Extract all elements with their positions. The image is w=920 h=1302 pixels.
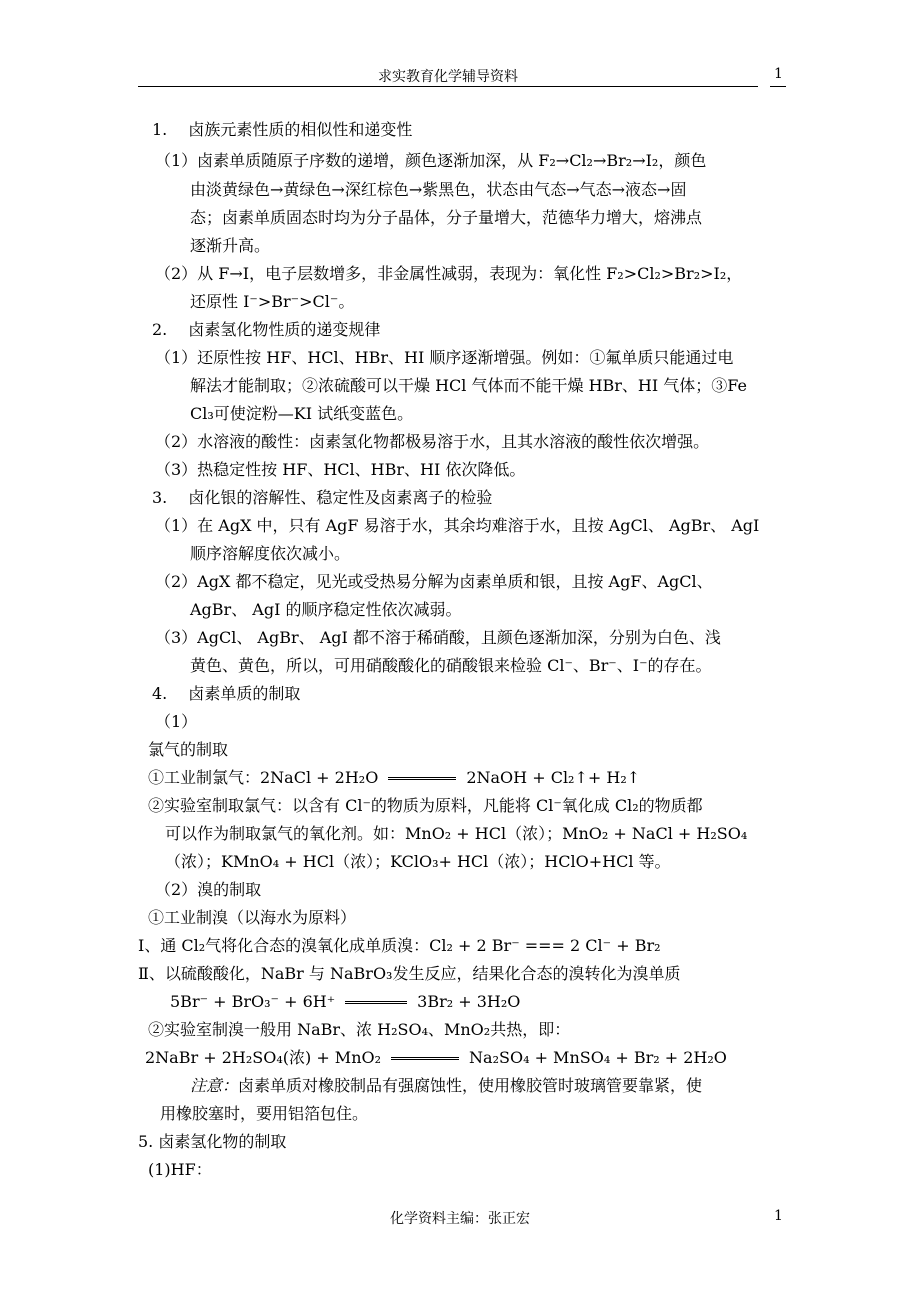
header-rule bbox=[138, 86, 758, 87]
section-heading-3: 3. 卤化银的溶解性、稳定性及卤素离子的检验 bbox=[152, 488, 493, 507]
paragraph-line: 可以作为制取氯气的氧化剂。如：MnO₂ + HCl（浓）；MnO₂ + NaCl + H₂SO₄ bbox=[165, 824, 748, 843]
paragraph-line: Ⅱ、以硫酸酸化，NaBr 与 NaBrO₃发生反应，结果化合态的溴转化为溴单质 bbox=[138, 964, 681, 983]
equation-right: 2NaOH + Cl₂↑+ H₂↑ bbox=[466, 768, 641, 787]
page-footer-editor: 化学资料主编：张正宏 bbox=[390, 1211, 530, 1227]
paragraph-line: ②实验室制取氯气：以含有 Cl⁻的物质为原料，凡能将 Cl⁻氧化成 Cl₂的物质都 bbox=[148, 796, 703, 815]
paragraph-line: 态；卤素单质固态时均为分子晶体，分子量增大，范德华力增大，熔沸点 bbox=[190, 208, 703, 227]
paragraph-line: 用橡胶塞时，要用铝箔包住。 bbox=[160, 1104, 369, 1123]
note-line bbox=[190, 1076, 702, 1096]
section-heading-1: 1. 卤族元素性质的相似性和递变性 bbox=[152, 120, 413, 139]
paragraph-line: Ⅰ、通 Cl₂气将化合态的溴氧化成单质溴：Cl₂ + 2 Br⁻ === 2 Cl⁻ + Br₂ bbox=[138, 936, 661, 955]
reaction-equals-sign bbox=[388, 777, 456, 780]
equation-line bbox=[145, 1048, 727, 1068]
section-heading-2: 2. 卤素氢化物性质的递变规律 bbox=[152, 320, 381, 339]
header-page-number: 1 bbox=[774, 66, 783, 82]
equation-line bbox=[148, 768, 640, 788]
paragraph-line: 黄色、黄色，所以，可用硝酸酸化的硝酸银来检验 Cl⁻、Br⁻、I⁻的存在。 bbox=[190, 656, 712, 675]
equation-line bbox=[170, 992, 520, 1012]
equation-right: Na₂SO₄ + MnSO₄ + Br₂ + 2H₂O bbox=[469, 1048, 727, 1067]
paragraph-line: AgBr、 AgI 的顺序稳定性依次减弱。 bbox=[190, 600, 462, 619]
paragraph-line: （1）还原性按 HF、HCl、HBr、HI 顺序逐渐增强。例如：①氟单质只能通过电 bbox=[155, 348, 734, 367]
paragraph-line: （2）AgX 都不稳定，见光或受热易分解为卤素单质和银，且按 AgF、AgCl、 bbox=[155, 572, 713, 591]
equation-right: 3Br₂ + 3H₂O bbox=[417, 992, 521, 1011]
equation-left: 2NaBr + 2H₂SO₄(浓) + MnO₂ bbox=[145, 1048, 382, 1067]
header-page-number-rule bbox=[770, 86, 786, 87]
paragraph-line: ①工业制溴（以海水为原料） bbox=[148, 908, 357, 927]
paragraph-line: 顺序溶解度依次减小。 bbox=[190, 544, 351, 563]
note-text: 卤素单质对橡胶制品有强腐蚀性，使用橡胶管时玻璃管要靠紧，使 bbox=[238, 1076, 703, 1095]
subsection-label: (1)HF： bbox=[148, 1160, 212, 1179]
paragraph-line: Cl₃可使淀粉—KI 试纸变蓝色。 bbox=[190, 404, 414, 423]
equation-left: 5Br⁻ + BrO₃⁻ + 6H⁺ bbox=[170, 992, 336, 1011]
paragraph-line: 逐渐升高。 bbox=[190, 236, 271, 255]
section-heading-4: 4. 卤素单质的制取 bbox=[152, 684, 301, 703]
section-heading-5: 5. 卤素氢化物的制取 bbox=[138, 1132, 287, 1151]
subsection-title: （2）溴的制取 bbox=[155, 880, 262, 899]
paragraph-line: ②实验室制溴一般用 NaBr、浓 H₂SO₄、MnO₂共热，即： bbox=[148, 1020, 571, 1039]
paragraph-line: （1）卤素单质随原子序数的递增，颜色逐渐加深，从 F₂→Cl₂→Br₂→I₂，颜色 bbox=[155, 151, 707, 170]
paragraph-line: （浓）；KMnO₄ + HCl（浓）；KClO₃+ HCl（浓）；HClO+HCl 等。 bbox=[165, 852, 671, 871]
reaction-equals-sign bbox=[391, 1057, 459, 1060]
subsection-label: （1） bbox=[155, 712, 198, 731]
paragraph-line: （3）AgCl、 AgBr、 AgI 都不溶于稀硝酸，且颜色逐渐加深，分别为白色、浅 bbox=[155, 628, 721, 647]
paragraph-line: （2）从 F→I，电子层数增多，非金属性减弱，表现为：氧化性 F₂>Cl₂>Br₂>I₂， bbox=[155, 264, 743, 283]
reaction-equals-sign bbox=[345, 1001, 407, 1004]
paragraph-line: （1）在 AgX 中，只有 AgF 易溶于水，其余均难溶于水，且按 AgCl、 AgBr、 AgI bbox=[155, 516, 760, 535]
note-label: 注意： bbox=[190, 1076, 239, 1095]
paragraph-line: 还原性 I⁻>Br⁻>Cl⁻。 bbox=[190, 292, 355, 311]
paragraph-line: （3）热稳定性按 HF、HCl、HBr、HI 依次降低。 bbox=[155, 460, 526, 479]
page-header-title: 求实教育化学辅导资料 bbox=[378, 69, 518, 85]
paragraph-line: （2）水溶液的酸性：卤素氢化物都极易溶于水，且其水溶液的酸性依次增强。 bbox=[155, 432, 710, 451]
equation-left: ①工业制氯气：2NaCl + 2H₂O bbox=[148, 768, 379, 787]
subsection-title: 氯气的制取 bbox=[148, 740, 229, 759]
footer-page-number: 1 bbox=[774, 1208, 783, 1224]
paragraph-line: 解法才能制取；②浓硫酸可以干燥 HCl 气体而不能干燥 HBr、HI 气体；③Fe bbox=[190, 376, 747, 395]
paragraph-line: 由淡黄绿色→黄绿色→深红棕色→紫黑色，状态由气态→气态→液态→固 bbox=[190, 180, 687, 199]
